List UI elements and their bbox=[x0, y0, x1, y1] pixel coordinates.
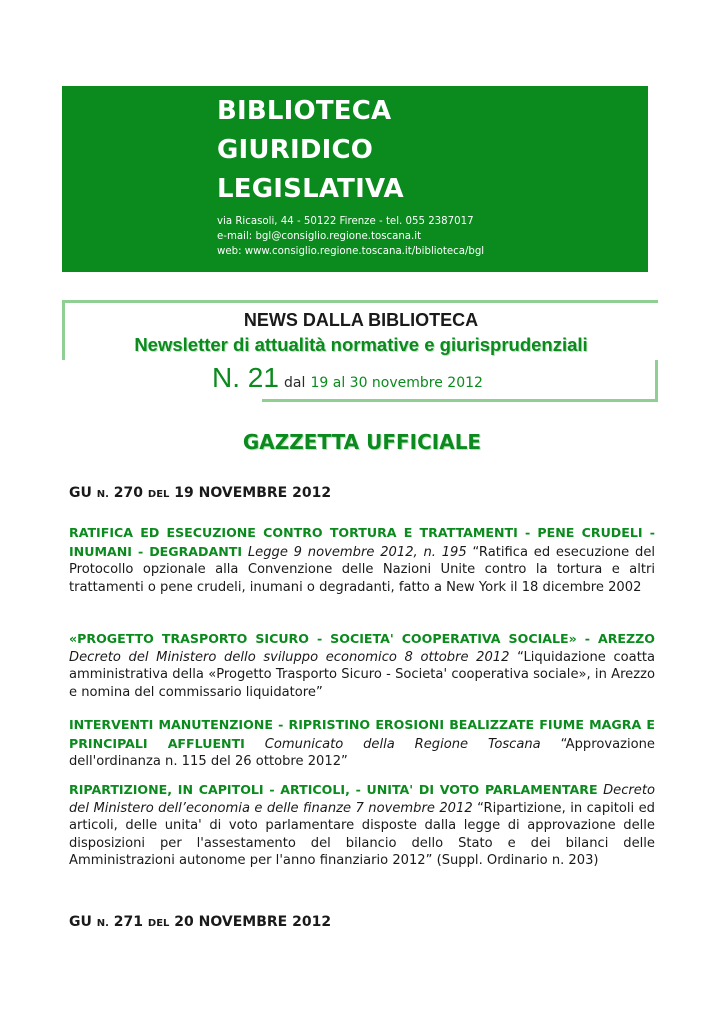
entry-source: Decreto del Ministero dello sviluppo economico 8 ottobre 2012 bbox=[69, 649, 510, 665]
library-name-line-3: LEGISLATIVA bbox=[217, 174, 404, 204]
library-name-line-2: GIURIDICO bbox=[217, 135, 374, 165]
entry-text: “Approvazione dell'ordinanza n. 115 del 26 ottobre 2012” bbox=[69, 736, 655, 770]
entry-heading: INTERVENTI MANUTENZIONE - RIPRISTINO EROSIONI BEALIZZATE FIUME MAGRA E PRINCIPALI AFFLUENTI bbox=[69, 717, 655, 751]
entry-heading: RIPARTIZIONE, IN CAPITOLI - ARTICOLI, - UNITA' DI VOTO PARLAMENTARE bbox=[69, 782, 598, 797]
entry-heading: RATIFICA ED ESECUZIONE CONTRO TORTURA E TRATTAMENTI - PENE CRUDELI - INUMANI - DEGRADANTI bbox=[69, 525, 655, 559]
box-border-right bbox=[655, 360, 658, 400]
gu-del-label: DEL bbox=[147, 489, 170, 500]
gu-date: 19 NOVEMBRE 2012 bbox=[174, 485, 332, 501]
issue-dal: dal bbox=[284, 375, 306, 391]
gu-n-label: N. bbox=[96, 489, 109, 500]
gu-label: GU bbox=[69, 485, 92, 501]
newsletter-issue bbox=[212, 362, 483, 394]
gazette-entry bbox=[69, 716, 655, 771]
gazette-entry bbox=[69, 630, 655, 701]
issue-number: N. 21 bbox=[212, 362, 279, 393]
entry-source: Decreto del Ministero dell’economia e delle finanze 7 novembre 2012 bbox=[69, 783, 655, 816]
gu-n-label: N. bbox=[96, 918, 109, 929]
entry-source: Legge 9 novembre 2012, n. 195 bbox=[247, 544, 467, 560]
entry-text: “Ripartizione, in capitoli ed articoli, delle unita' di voto parlamentare disposte dalla legge di approvazione delle disposizioni per l'assestamento del bilancio dello Stato e dei bilanci delle Amministrazioni autonome per l'anno finanziario 2012” (Suppl. Ordinario n. 203) bbox=[69, 800, 655, 869]
gu-label: GU bbox=[69, 914, 92, 930]
newsletter-title: NEWS DALLA BIBLIOTECA bbox=[243, 310, 479, 330]
newsletter-subtitle: Newsletter di attualità normative e giurisprudenziali bbox=[134, 334, 588, 355]
gu-number: 271 bbox=[113, 914, 144, 930]
web-line: web: www.consiglio.regione.toscana.it/biblioteca/bgl bbox=[217, 246, 485, 257]
library-contact-info bbox=[217, 214, 484, 259]
gu-del-label: DEL bbox=[147, 918, 170, 929]
section-title: GAZZETTA UFFICIALE bbox=[242, 430, 482, 454]
email-line: e-mail: bgl@consiglio.regione.toscana.it bbox=[217, 231, 422, 242]
entry-source: Comunicato della Regione Toscana bbox=[264, 736, 541, 752]
box-border-bottom bbox=[262, 399, 658, 402]
gu-date: 20 NOVEMBRE 2012 bbox=[174, 914, 332, 930]
gazette-entry bbox=[69, 781, 655, 870]
entry-text: “Ratifica ed esecuzione del Protocollo opzionale alla Convenzione delle Nazioni Unite contro la tortura e altri trattamenti o pene crudeli, inumani o degradanti, fatto a New York il 18 dicembre 2002 bbox=[69, 544, 656, 595]
gu-issue-heading bbox=[69, 914, 331, 930]
newsletter-title-box bbox=[62, 300, 664, 402]
library-name-line-1: BIBLIOTECA bbox=[217, 96, 392, 126]
library-name bbox=[217, 92, 404, 209]
entry-heading: «PROGETTO TRASPORTO SICURO - SOCIETA' COOPERATIVA SOCIALE» - AREZZO bbox=[69, 631, 655, 646]
box-border-top bbox=[62, 300, 658, 303]
address-line: via Ricasoli, 44 - 50122 Firenze - tel. 055 2387017 bbox=[217, 216, 474, 227]
gu-issue-heading bbox=[69, 485, 331, 501]
gazette-entry bbox=[69, 524, 655, 596]
entry-text: “Liquidazione coatta amministrativa della «Progetto Trasporto Sicuro - Societa' cooperativa sociale», in Arezzo e nomina del commissario liquidatore” bbox=[69, 649, 655, 700]
issue-dates: 19 al 30 novembre 2012 bbox=[310, 375, 483, 391]
gu-number: 270 bbox=[113, 485, 144, 501]
library-header-banner bbox=[62, 86, 648, 272]
